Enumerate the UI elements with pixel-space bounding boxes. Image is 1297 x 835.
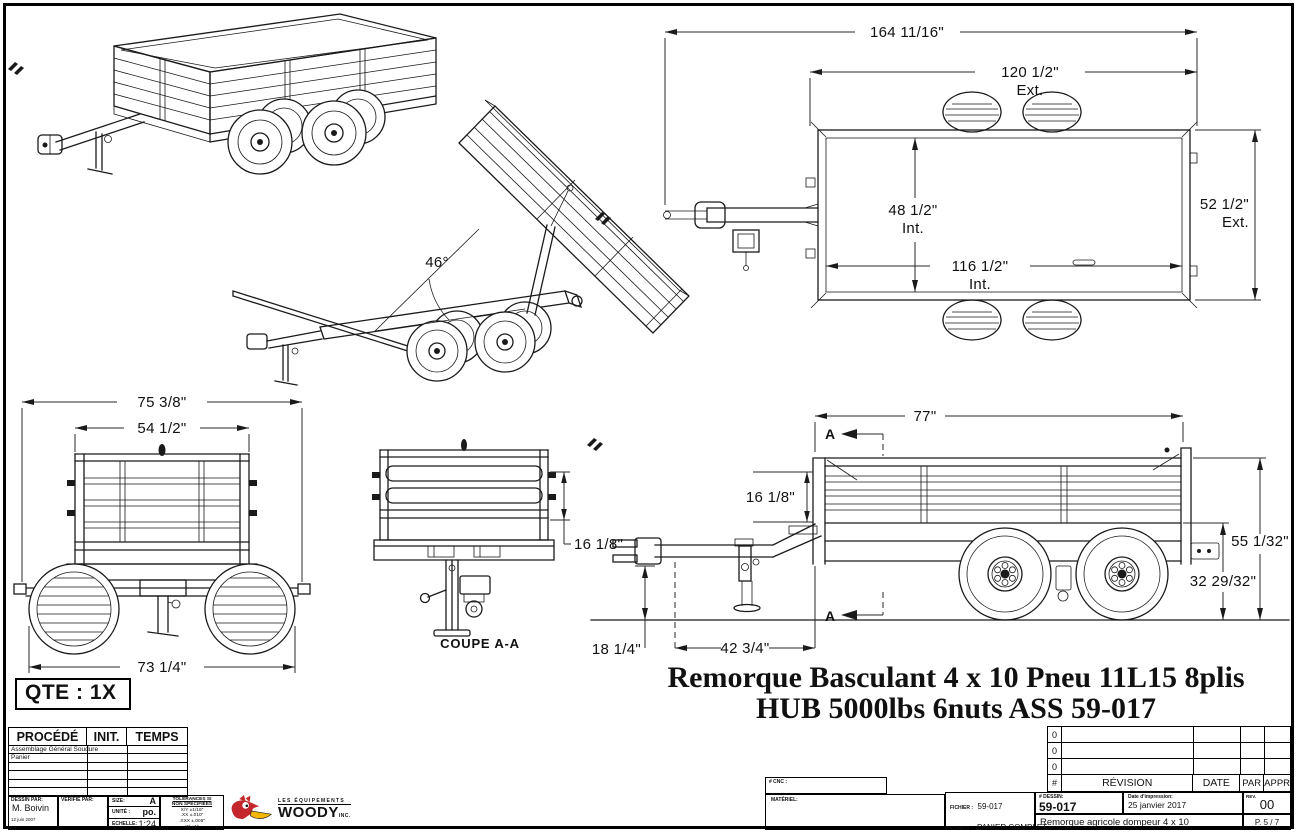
size-value: A [149,796,156,807]
tolerances-title2: NON SPÉCIFIÉES [171,802,213,808]
section-jack-hitch [421,560,491,636]
dim-track-width: 73 1/4" [137,659,187,676]
description-cell [1035,814,1243,830]
unit-row [109,807,159,818]
rev-desc [1061,726,1194,743]
sheet-title [620,662,1292,724]
checked-by-label: VÉRIFIÉ PAR: [61,797,94,803]
side-view [583,396,1293,666]
dim-int-width-sub: Int. [901,220,925,237]
size-scale-cell [108,795,160,830]
material-label: MATÉRIEL: [771,797,798,803]
rear-view [12,382,312,682]
description-text: Remorque agricole dompeur 4 x 10 [1040,816,1189,828]
drawing-no-cell [1035,792,1123,814]
tolerance-line: .XX ±.010" [180,813,204,819]
config-value: PANIER COMPLET [976,823,1048,832]
rev-par [1240,742,1265,759]
dim-overall-width: 75 3/8" [137,394,187,411]
dim-wall-height-side: 16 1/8" [745,489,795,506]
logo-text [278,798,351,824]
logo-suffix: INC. [338,813,351,819]
col-procede: PROCÉDÉ [9,728,87,745]
process-table-body [9,746,187,796]
dim-deck-height: 32 29/32" [1189,573,1257,590]
rev-col-revision: RÉVISION [1061,774,1193,792]
file-value: 59-017 [977,802,1003,811]
process-row: Panier [9,754,187,762]
side-wheels [959,528,1168,620]
dim-box-width: 54 1/2" [137,420,187,437]
logo-name-text: WOODY [278,804,339,821]
rev-num: 0 [1047,758,1062,775]
process-row [9,763,187,771]
iso-view-dumping [225,95,695,400]
dim-overall-length: 164 11/16" [870,24,944,41]
top-view-drawbar [664,202,819,271]
rev-appr [1264,758,1291,775]
file-label: FICHIER : [950,805,974,811]
side-section-line [825,426,883,624]
dim-ext-length-sub: Ext. [1016,82,1044,99]
file-row [950,796,1034,814]
section-label: COUPE A-A [440,636,520,651]
print-date-label: Date d'impression: [1128,794,1173,800]
drawn-date: 12 juin 2007 [11,817,36,822]
process-row [9,771,187,779]
dump-wheels [407,302,551,381]
scale-label: ECHELLE: [112,820,137,827]
config-label: CONFIG : [950,826,973,832]
top-view [645,8,1290,380]
tolerances-title1: TOLÉRANCES SI [172,797,212,802]
rev-par [1240,726,1265,743]
drawn-by-value: M. Boivin [12,803,50,813]
print-date-value: 25 janvier 2017 [1128,800,1187,810]
cnc-label: # CNC : [769,779,788,785]
company-logo [228,794,368,828]
page-cell [1243,814,1291,830]
file-cell [945,792,1048,832]
cnc-cell [765,777,887,794]
dim-wall-height: 16 1/8" [574,536,624,553]
rev-date [1193,726,1241,743]
rev-appr [1264,726,1291,743]
dim-dump-angle: 46° [425,254,449,271]
side-drawbar-jack [613,524,821,612]
rev-num: 0 [1047,726,1062,743]
rev-date [1193,742,1241,759]
checked-by-cell [58,795,108,830]
size-label: SIZE: [112,798,125,805]
dim-ext-width: 52 1/2" [1199,196,1249,213]
process-table-header [9,728,187,746]
col-init: INIT. [87,728,127,745]
drawn-by-cell [8,795,58,830]
rev-value: 00 [1259,797,1275,812]
rev-col-num: # [1047,774,1062,792]
rev-appr [1264,742,1291,759]
rear-box [67,444,257,580]
config-row [950,817,1048,835]
drawing-no-value: 59-017 [1039,800,1077,814]
revision-row [1048,759,1291,775]
revision-table [1048,727,1291,792]
logo-top-text: LES ÉQUIPEMENTS [278,798,346,804]
section-marker-top: A [824,426,836,442]
rev-col-appr: APPR [1263,774,1291,792]
dim-int-length-sub: Int. [968,276,992,293]
drawing-no-label: # DESSIN: [1039,794,1064,800]
section-frame [374,540,554,560]
section-marker-bottom: A [824,608,836,624]
rev-par [1240,758,1265,775]
rev-date [1193,758,1241,775]
scale-row [109,819,159,829]
top-view-dimensions [665,24,1261,300]
process-row: Assemblage Général Soudure [9,746,187,754]
qty-box [15,678,131,710]
trailer-drawbar [38,114,144,174]
size-row [109,796,159,807]
dim-ext-width-sub: Ext. [1221,214,1249,231]
rev-desc [1061,742,1194,759]
unit-value: po. [142,807,156,818]
dim-int-length: 116 1/2" [951,258,1009,275]
top-view-box [806,122,1197,308]
woodpecker-logo-icon [228,794,276,828]
sheet-title-line2: HUB 5000lbs 6nuts ASS 59-017 [755,692,1157,725]
dim-overall-height: 55 1/32" [1231,533,1289,550]
unit-label: UNITÉ : [112,809,131,816]
rev-col-par: PAR [1239,774,1264,792]
rev-num: 0 [1047,742,1062,759]
tolerance-line: X° ±1° [185,824,199,830]
rev-label: REV. [1246,794,1257,799]
rear-tires [14,564,310,654]
process-row [9,780,187,788]
tolerance-line: X/Y ±1/16" [180,807,204,813]
tolerances-cell [160,795,224,830]
section-box [372,439,556,540]
rev-cell [1243,792,1291,814]
scale-value: 1:24 [138,818,156,829]
rev-desc [1061,758,1194,775]
dim-box-length: 77" [913,408,937,425]
col-temps: TEMPS [135,729,179,744]
qty-label: QTE : 1X [15,678,131,710]
print-date-cell [1123,792,1243,814]
revision-header-row [1048,775,1291,792]
material-cell [765,794,945,830]
top-view-tires [943,92,1081,340]
dim-int-width: 48 1/2" [888,202,938,219]
rev-col-date: DATE [1192,774,1240,792]
drawn-by-label: DESSIN PAR: [11,797,43,803]
tolerance-line: .XXX ±.005" [179,819,205,824]
process-table [8,727,188,797]
dim-ext-length: 120 1/2" [1001,64,1059,81]
logo-name [278,804,351,824]
sheet-title-line1: Remorque Basculant 4 x 10 Pneu 11L15 8plis [667,661,1245,694]
dim-hitch-height: 18 1/4" [591,641,641,658]
page-number: P. 5 / 7 [1254,817,1280,827]
revision-row [1048,727,1291,743]
revision-row [1048,743,1291,759]
dim-hitch-to-box: 42 3/4" [720,640,770,657]
